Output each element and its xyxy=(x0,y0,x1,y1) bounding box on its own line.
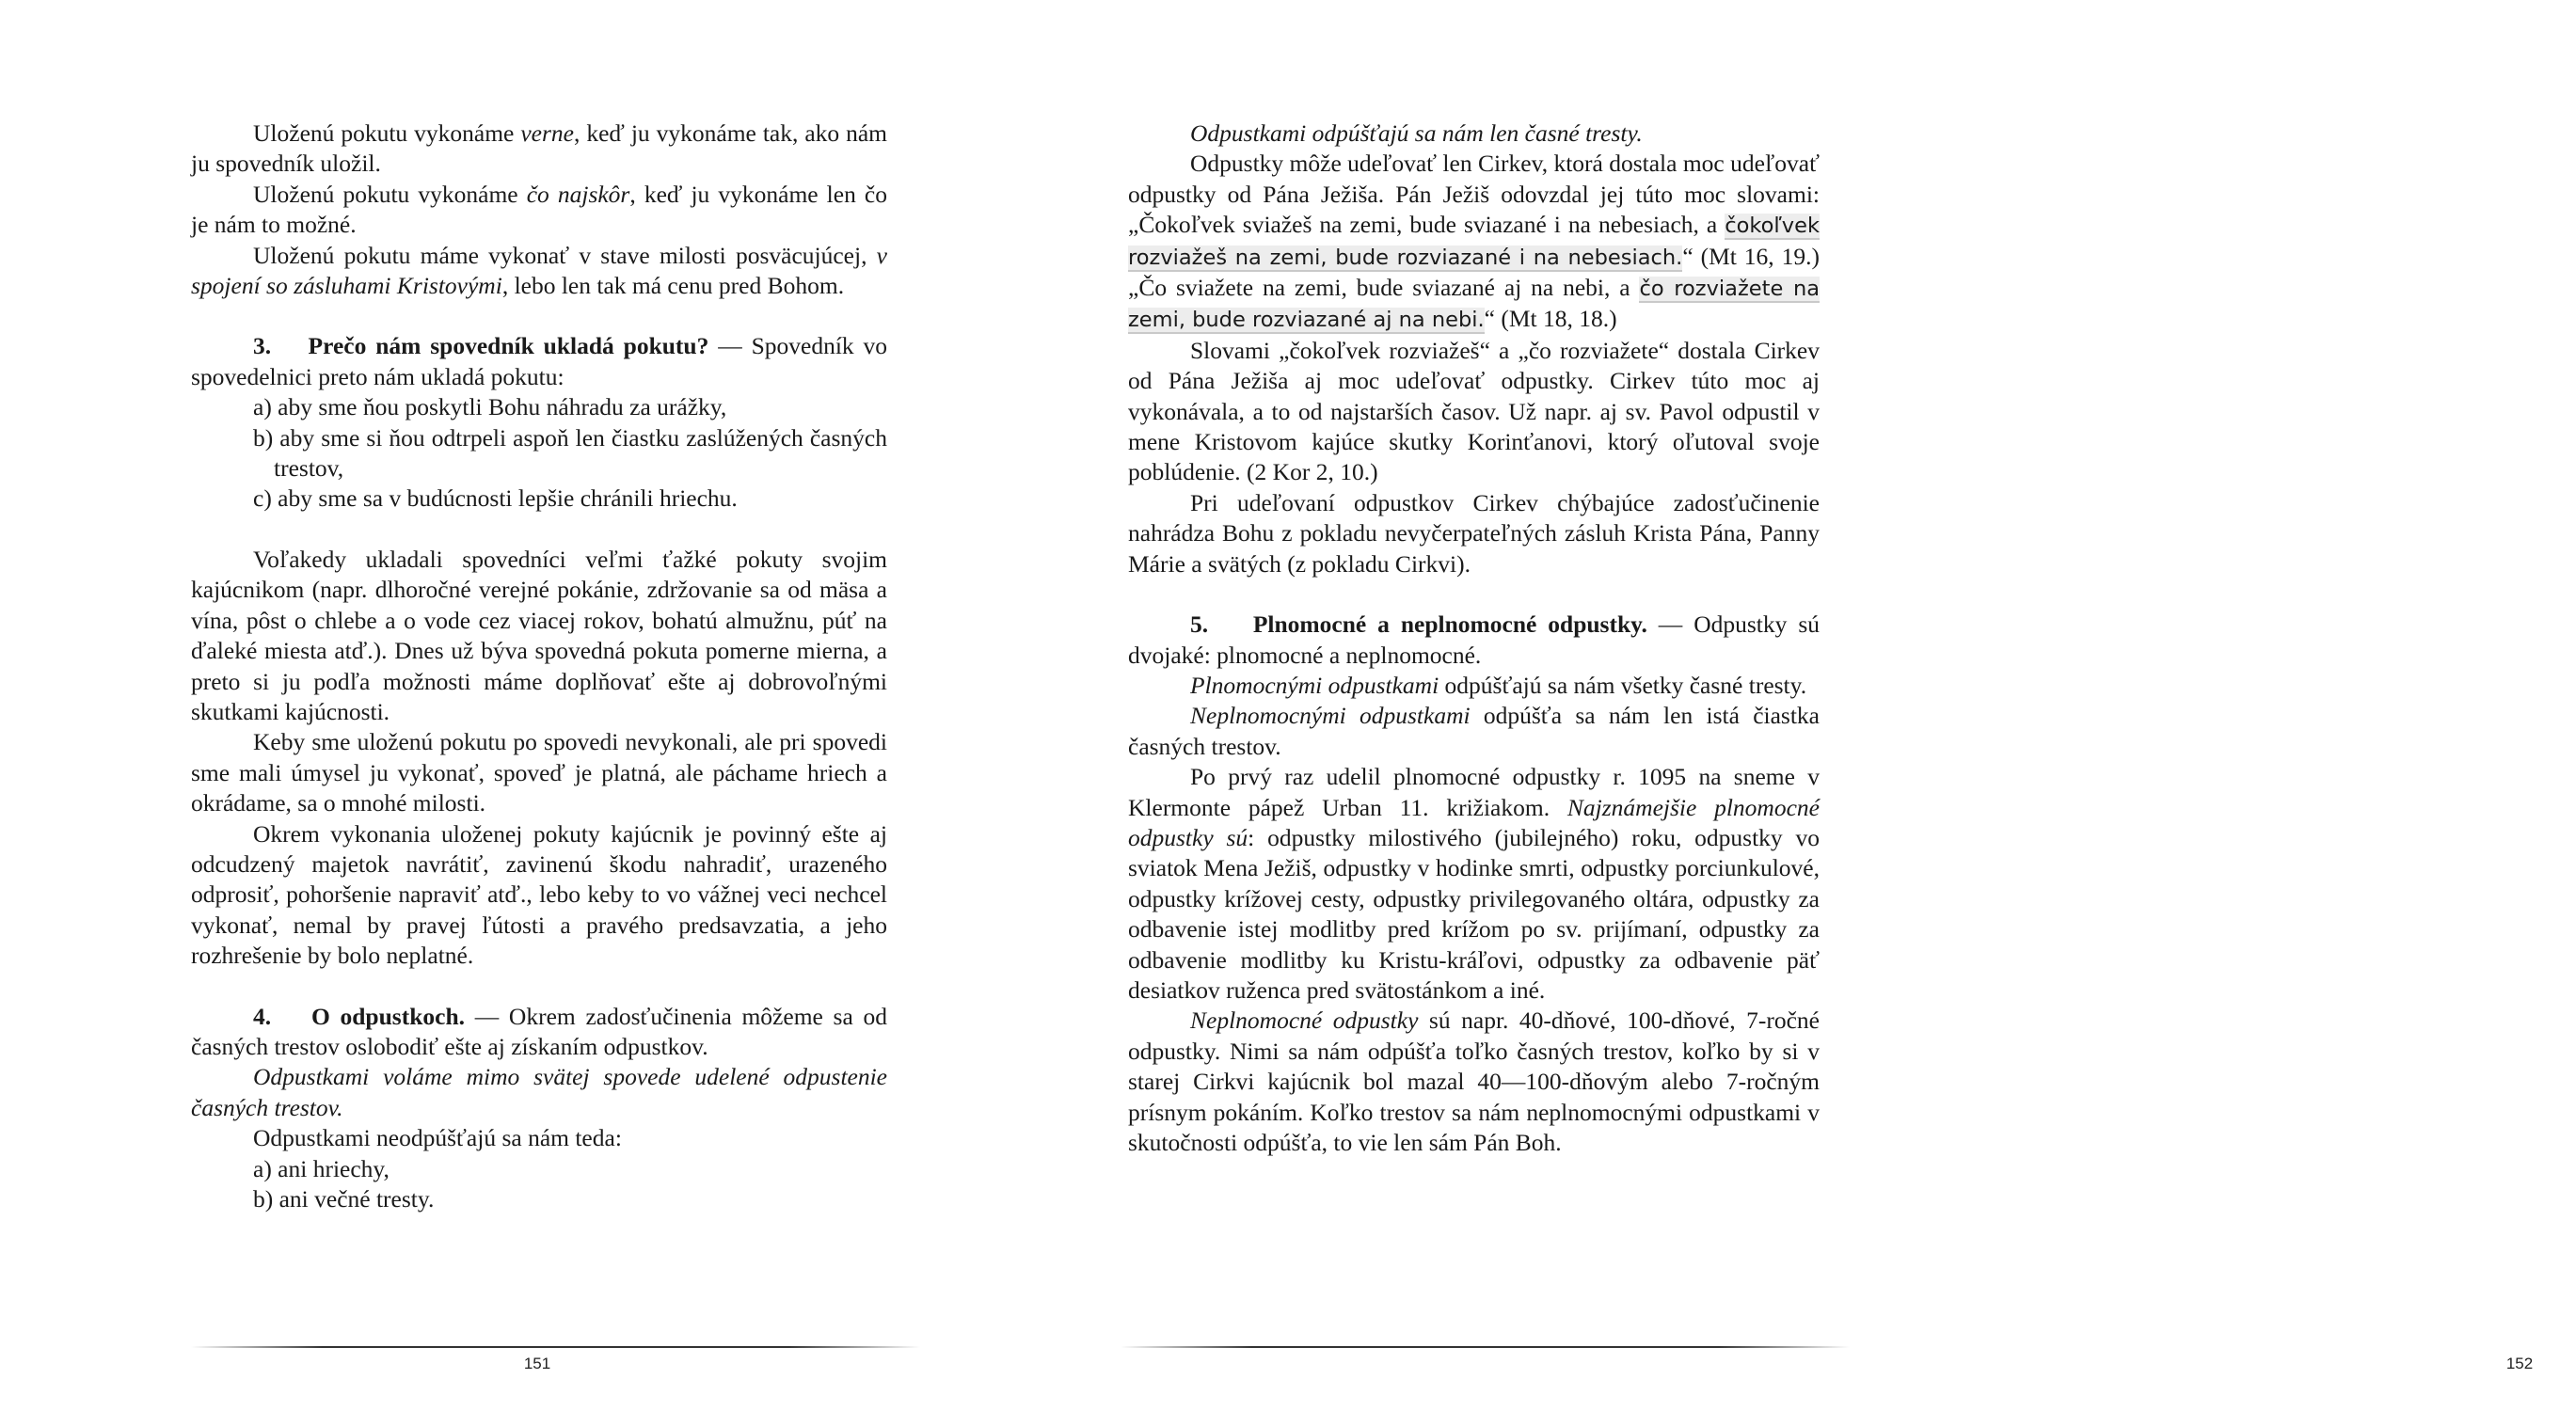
left-text-column xyxy=(191,119,887,1214)
definition-italic: Odpustkami voláme mimo svätej spovede udelené odpustenie časných trestov. xyxy=(191,1063,887,1121)
paragraph: Voľakedy ukladali spovedníci veľmi ťažké pokuty svojim kajúcnikom (napr. dlhoročné verejné pokánie, zdržovanie sa od mäsa a vína, pôst o chlebe a o vode cez viacej rokov, bohatú almužnu, púť na ďaleké miesta atď.). Dnes už býva spovedná pokuta pomerne mierna, a preto si ju podľa možnosti máme doplňovať ešte aj dobrovoľnými skutkami kajúcnosti. xyxy=(191,545,887,725)
section-heading-4: 4. O odpustkoch. — Okrem zadosťučinenia môžeme sa od časných trestov oslobodiť ešte aj získaním odpustkov. xyxy=(191,1002,887,1060)
highlighted-quote: čokoľvek rozviažeš na zemi, bude rozviazané i na nebesiach. xyxy=(1128,214,1820,270)
paragraph: Neplnomocné odpustky sú napr. 40-dňové, 100-dňové, 7-ročné odpustky. Nimi sa nám odpúšťa toľko časných trestov, koľko by si v starej Cirkvi kajúcnik bol mazal 40—100-dňovým alebo 7-ročným prísnym pokáním. Koľko trestov sa nám neplnomocnými odpustkami v skutočnosti odpúšťa, to vie len sám Pán Boh. xyxy=(1128,1007,1820,1156)
list-item: b) aby sme si ňou odtrpeli aspoň len čiastku zaslúžených časných trestov, xyxy=(253,423,887,483)
list-item: a) aby sme ňou poskytli Bohu náhradu za urážky, xyxy=(253,393,727,421)
paragraph: Uloženú pokutu máme vykonať v stave milosti posväcujúcej, v spojení so zásluhami Kristovými, lebo len tak má cenu pred Bohom. xyxy=(191,241,887,300)
paragraph: Slovami „čokoľvek rozviažeš“ a „čo rozviažete“ dostala Cirkev od Pána Ježiša aj moc udeľovať odpustky. Cirkev túto moc aj vykonávala, a to od najstarších časov. Už napr. aj sv. Pavol odpustil v mene Kristovom kajúce skutky Korinťanovi, ktorý oľutoval svoje poblúdenie. (2 Kor 2, 10.) xyxy=(1128,336,1820,486)
paragraph: Neplnomocnými odpustkami odpúšťa sa nám len istá čiastka časných trestov. xyxy=(1128,702,1820,760)
footer-rule xyxy=(191,1346,920,1348)
right-page xyxy=(998,0,2534,1411)
paragraph: Odpustkami neodpúšťajú sa nám teda: xyxy=(253,1124,622,1152)
section-heading-5: 5. Plnomocné a neplnomocné odpustky. — Odpustky sú dvojaké: plnomocné a neplnomocné. xyxy=(1128,610,1820,669)
paragraph: Okrem vykonania uloženej pokuty kajúcnik je povinný ešte aj odcudzený majetok navrátiť, zavinenú škodu nahradiť, urazeného odprosiť, pohoršenie napraviť atď., lebo keby to vo vážnej veci nechcel vykonať, nemal by pravej ľútosti a pravého predsavzatia, a jeho rozhrešenie by bolo neplatné. xyxy=(191,819,887,970)
paragraph: Pri udeľovaní odpustkov Cirkev chýbajúce zadosťučinenie nahrádza Bohu z pokladu nevyčerpateľných zásluh Krista Pána, Panny Márie a svätých (z pokladu Cirkvi). xyxy=(1128,488,1820,578)
paragraph: Plnomocnými odpustkami odpúšťajú sa nám všetky časné tresty. xyxy=(1190,671,1807,699)
page-number: 151 xyxy=(523,1355,551,1372)
section-heading-3: 3. Prečo nám spovedník ukladá pokutu? — Spovedník vo spovedelnici preto nám ukladá pokutu: xyxy=(191,332,888,390)
right-text-column xyxy=(1128,119,1820,1158)
paragraph: Keby sme uloženú pokutu po spovedi nevykonali, ale pri spovedi sme mali úmysel ju vykonať, spoveď je platná, ale páchame hriech a okrádame, sa o mnohé milosti. xyxy=(191,728,887,817)
left-page xyxy=(0,0,998,1411)
paragraph: Uloženú pokutu vykonáme čo najskôr, keď ju vykonáme len čo je nám to možné. xyxy=(191,180,887,239)
highlighted-quote: čo rozviažete na zemi, bude rozviazané aj na nebi. xyxy=(1128,277,1821,333)
list-item: a) ani hriechy, xyxy=(253,1154,390,1182)
paragraph: Po prvý raz udelil plnomocné odpustky r. 1095 na sneme v Klermonte pápež Urban 11. križiakom. Najznámejšie plnomocné odpustky sú: odpustky milostivého (jubilejného) roku, odpustky vo sviatok Mena Ježiš, odpustky v hodinke smrti, odpustky porciunkulové, odpustky krížovej cesty, odpustky privilegovaného oltára, odpustky za odbavenie istej modlitby pred krížom po sv. prijímaní, odpustky za odbavenie modlitby ku Kristu-kráľovi, odpustky za odbavenie päť desiatkov ruženca pred svätostánkom a iné. xyxy=(1128,763,1820,1004)
list-item: b) ani večné tresty. xyxy=(253,1185,435,1213)
paragraph: Odpustky môže udeľovať len Cirkev, ktorá dostala moc udeľovať odpustky od Pána Ježiša. Pán Ježiš odovzdal jej túto moc slovami: „Čokoľvek sviažeš na zemi, bude sviazané i na nebesiach, a čokoľvek rozviažeš na zemi, bude rozviazané i na nebesiach.“ (Mt 16, 19.) „Čo sviažete na zemi, bude sviazané aj na nebi, a čo rozviažete na zemi, bude rozviazané aj na nebi.“ (Mt 18, 18.) xyxy=(1128,150,1821,333)
page-number: 152 xyxy=(2505,1355,2534,1372)
definition-italic: Odpustkami odpúšťajú sa nám len časné tresty. xyxy=(1190,119,1643,147)
paragraph: Uloženú pokutu vykonáme verne, keď ju vykonáme tak, ako nám ju spovedník uložil. xyxy=(191,119,887,178)
footer-rule xyxy=(1121,1346,1850,1348)
list-item: c) aby sme sa v budúcnosti lepšie chránili hriechu. xyxy=(253,484,738,513)
